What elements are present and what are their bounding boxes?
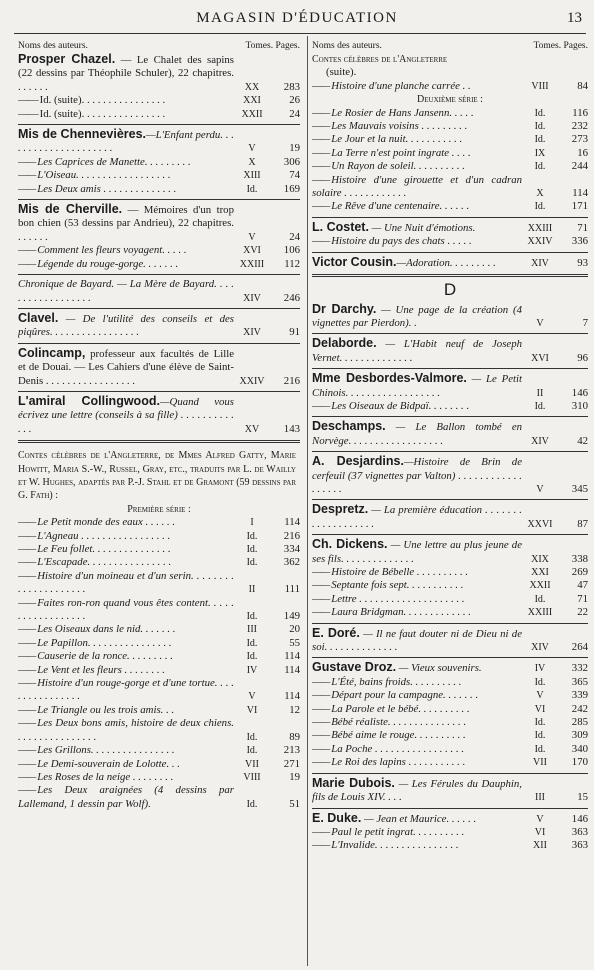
page: 170: [571, 756, 588, 769]
list-item: [312, 133, 588, 146]
page: 15: [577, 791, 588, 804]
entry-text: —— Les Deux araignées (4 dessins par Lallemand, 1 dessin par Wolf).: [18, 784, 234, 811]
tome: I: [250, 517, 254, 529]
author-name: Dr Darchy.: [312, 301, 377, 316]
page: 114: [284, 663, 300, 676]
tome: V: [536, 483, 544, 495]
entry-text: — Une lettre au plus jeune de ses fils. . . . . . . . . . . . . .: [312, 539, 522, 565]
entry-text: —— Les Deux bons amis, histoire de deux chiens. . . . . . . . . . . . . . . .: [18, 717, 234, 744]
list-item: [18, 650, 300, 663]
tomes-pages-heading: Tomes. Pages.: [245, 41, 300, 51]
author-name: Deschamps.: [312, 419, 386, 434]
entry-text: —— Les Oiseaux de Bidpaï. . . . . . . .: [312, 400, 522, 413]
tome: Id.: [246, 651, 258, 663]
entry-contes: [18, 449, 300, 811]
right-column: [312, 40, 588, 968]
page: 146: [571, 812, 588, 825]
entry-text: —— Histoire de Bébelle . . . . . . . . . .: [312, 566, 522, 579]
entry-text: —— Le Triangle ou les trois amis. . .: [18, 704, 234, 717]
page: 242: [571, 702, 588, 715]
entry-chazel: [18, 53, 300, 125]
list-item: [18, 543, 300, 556]
tome: VI: [246, 704, 258, 716]
page: 12: [289, 703, 300, 716]
list-item: [312, 743, 588, 756]
column-divider: [307, 36, 308, 966]
author-name: Mme Desbordes-Valmore.: [312, 371, 467, 386]
page: 273: [571, 133, 588, 146]
page: 169: [283, 182, 300, 195]
page: 114: [572, 187, 588, 200]
entry-text: —— Id. (suite). . . . . . . . . . . . . . . .: [18, 108, 234, 121]
entry-duke: [312, 812, 588, 853]
entry-text: — Le Ballon tombé en Norvège. . . . . . . . . . . . . . . . . .: [312, 421, 523, 447]
page: 232: [571, 120, 588, 133]
tome: XXII: [529, 580, 551, 592]
page: 114: [284, 690, 300, 703]
dickens-list: [312, 566, 588, 620]
page: 93: [577, 256, 588, 269]
tome: XXIII: [239, 258, 265, 270]
author-name: Delaborde.: [312, 336, 377, 351]
entry-text: —— Le Jour et la nuit. . . . . . . . . . .: [312, 133, 522, 146]
author-name: E. Duke.: [312, 810, 362, 825]
entry-text: — Mémoires d'un trop bon chien (53 dessins par Andrieu), 22 chapitres. . . . . . .: [18, 204, 234, 243]
tome: XXIII: [527, 607, 553, 619]
page: 42: [577, 434, 588, 447]
list-item: [18, 570, 300, 597]
authors-heading: Noms des auteurs.: [312, 41, 382, 51]
entry-text: —Histoire de Brin de cerfeuil (37 vignettes par Valton) . . . . . . . . . . . . . . . . . .: [312, 456, 522, 495]
list-item: [312, 174, 588, 201]
tome: XII: [533, 840, 547, 852]
page: 244: [571, 160, 588, 173]
entry-contes-suite: [312, 53, 588, 218]
entry-text: —— Laura Bridgman. . . . . . . . . . . . .: [312, 606, 522, 619]
page: 24: [289, 230, 300, 243]
entry-text: professeur aux facultés de Lille et de Douai. — Les Cahiers d'une élève de Saint-Denis . . . . . . . . . . . . . . . . .: [18, 347, 234, 387]
page: 365: [571, 675, 588, 688]
contes-list: [18, 516, 300, 811]
page: 363: [571, 839, 588, 852]
list-item: [312, 676, 588, 689]
tome: XIX: [531, 553, 549, 565]
author-name: L'amiral Collingwood.: [18, 393, 160, 408]
page: 47: [577, 579, 588, 592]
tome: Id.: [246, 530, 258, 542]
page: 309: [571, 729, 588, 742]
author-name: Clavel.: [18, 310, 59, 325]
entry-text: —Adoration. . . . . . . . .: [396, 256, 496, 269]
entry-text: — De l'utilité des conseils et des piqûres. . . . . . . . . . . . . . . . .: [18, 312, 235, 339]
page: 51: [289, 797, 300, 810]
tome: XVI: [243, 245, 261, 257]
list-item: [312, 579, 588, 592]
entry-text: —— Id. (suite). . . . . . . . . . . . . . . .: [18, 94, 234, 107]
list-item: [18, 744, 300, 757]
tome: Id.: [534, 730, 546, 742]
contes2-list: [312, 107, 588, 214]
page-number: 13: [567, 10, 582, 26]
tome: Id.: [246, 798, 258, 810]
author-name: Mis de Cherville.: [18, 202, 123, 217]
author-name: Colincamp,: [18, 345, 86, 360]
list-item: [18, 597, 300, 624]
tome: IV: [534, 663, 546, 675]
entry-text: —— La Terre n'est point ingrate . . . .: [312, 147, 522, 160]
page: 26: [289, 94, 300, 107]
tome: XXIV: [527, 236, 553, 248]
list-item: [18, 704, 300, 717]
entry-text: —— Comment les fleurs voyagent. . . . .: [18, 244, 234, 257]
entry-text: —— Le Vent et les fleurs . . . . . . . .: [18, 664, 234, 677]
page: 283: [283, 80, 300, 93]
page: 310: [571, 399, 588, 412]
entry-text: —— Un Rayon de soleil. . . . . . . . . .: [312, 160, 522, 173]
tome: V: [536, 317, 544, 329]
entry-clavel: [18, 312, 300, 344]
list-item: [18, 717, 300, 744]
page: 96: [577, 351, 588, 364]
entry-text: —— L'Oiseau. . . . . . . . . . . . . . . . . .: [18, 169, 234, 182]
author-name: Marie Dubois.: [312, 775, 395, 790]
tome: Id.: [534, 676, 546, 688]
entry-delaborde: [312, 337, 588, 369]
list-item: [312, 566, 588, 579]
entry-text: —— Bébé réaliste. . . . . . . . . . . . . . .: [312, 716, 522, 729]
entry-text: — L'Habit neuf de Joseph Vernet. . . . . . . . . . . . . .: [312, 338, 522, 364]
tome: XXI: [531, 567, 549, 578]
entry-text: — Vieux souvenirs.: [398, 662, 482, 675]
tome: XIV: [531, 642, 549, 654]
tome: Id.: [246, 183, 258, 195]
tome: III: [247, 624, 257, 636]
entry-despretz: [312, 503, 588, 535]
entry-text: —— Faites ron-ron quand vous êtes content. . . . . . . . . . . . . . . . . .: [18, 597, 234, 624]
entry-text: —— L'Agneau . . . . . . . . . . . . . . . . .: [18, 530, 234, 543]
page: 339: [571, 689, 588, 702]
list-item: [18, 758, 300, 771]
page: 213: [283, 744, 300, 757]
entry-chennevieres: [18, 128, 300, 200]
entry-text: —— Le Papillon. . . . . . . . . . . . . . . .: [18, 637, 234, 650]
entry-dubois: [312, 777, 588, 809]
entry-droz: [312, 661, 588, 773]
author-name: L. Costet.: [312, 219, 369, 234]
author-name: Despretz.: [312, 502, 369, 517]
entry-text: — Le Chalet des sapins (22 dessins par Théophile Schuler), 22 chapitres. . . . . . .: [18, 54, 234, 93]
entry-text: —L'Enfant perdu. . . . . . . . . . . . . . . . . . . . .: [18, 129, 234, 155]
tome: Id.: [246, 637, 258, 649]
tome: V: [536, 690, 544, 702]
tome: XIV: [243, 292, 261, 304]
entry-text: —— Le Rosier de Hans Jansenn. . . . .: [312, 107, 522, 120]
tome: XXIV: [239, 375, 265, 387]
page: 7: [582, 316, 588, 329]
tome: Id.: [534, 134, 546, 146]
page: 20: [289, 623, 300, 636]
tome: Id.: [534, 593, 546, 605]
page: 89: [289, 730, 300, 743]
tome: VII: [533, 757, 547, 769]
page: 114: [284, 650, 300, 663]
author-name: Prosper Chazel.: [18, 52, 116, 66]
entry-text: — Une Nuit d'émotions.: [371, 221, 476, 234]
entry-text: —— Le Demi-souverain de Lolotte. . .: [18, 758, 234, 771]
tome: XIII: [243, 170, 261, 182]
page: 84: [577, 79, 588, 92]
entry-deschamps: [312, 420, 588, 452]
tome: Id.: [534, 743, 546, 755]
author-name: Victor Cousin.: [312, 254, 397, 269]
page: 269: [571, 566, 588, 578]
list-item: [312, 147, 588, 160]
entry-desjardins: [312, 455, 588, 500]
page: 19: [289, 142, 300, 155]
tome: Id.: [246, 544, 258, 555]
page: 362: [283, 556, 300, 569]
entry-text: —— Histoire d'un rouge-gorge et d'une tortue. . . . . . . . . . . . . . . .: [18, 677, 234, 704]
tome: XXVI: [527, 518, 553, 530]
entry-text: — La première éducation . . . . . . . . . . . . . . . . . . .: [312, 504, 523, 530]
tome: Id.: [534, 717, 546, 729]
tome: XXI: [243, 95, 261, 107]
entry-text: —— La Poche . . . . . . . . . . . . . . . . .: [312, 743, 522, 756]
entry-dickens: [312, 538, 588, 623]
entry-text: —— Lettre . . . . . . . . . . . . . . . . . . . .: [312, 593, 522, 606]
entry-text: —— Les Mauvais voisins . . . . . . . . .: [312, 120, 522, 133]
tome: X: [536, 188, 544, 200]
entry-text: —Quand vous écrivez une lettre (conseils à sa fille) . . . . . . . . . . . . .: [18, 395, 234, 435]
entry-text: —— Histoire d'un moineau et d'un serin. . . . . . . . . . . . . . . . . . . . .: [18, 570, 234, 597]
list-item: [312, 160, 588, 173]
page: 114: [284, 516, 300, 529]
entry-text: —— L'Invalide. . . . . . . . . . . . . . . .: [312, 839, 522, 852]
tome: VIII: [243, 771, 261, 783]
entry-text: —— Paul le petit ingrat. . . . . . . . . .: [312, 826, 522, 839]
entry-text: —— Histoire d'une girouette et d'un cadran solaire . . . . . . . . . . . .: [312, 174, 522, 201]
tome: VIII: [531, 80, 549, 92]
tome: VII: [245, 758, 259, 770]
entry-text: — Les Férules du Dauphin, fils de Louis XIV. . . .: [312, 777, 522, 804]
entry-text: — Il ne faut douter ni de Dieu ni de soi. . . . . . . . . . . . . .: [312, 627, 522, 654]
author-name: E. Doré.: [312, 625, 360, 640]
entry-text: —— Causerie de la ronce. . . . . . . . .: [18, 650, 234, 663]
page: 306: [283, 155, 300, 168]
entry-text: — Jean et Maurice. . . . . .: [364, 812, 477, 825]
page: 143: [283, 422, 300, 435]
entry-desbordes: [312, 372, 588, 417]
magazine-title: MAGASIN D'ÉDUCATION: [196, 10, 398, 26]
droz-list: [312, 676, 588, 770]
entry-text: — Le Petit Chinois. . . . . . . . . . . . . . . . . .: [312, 373, 522, 399]
list-item: [312, 689, 588, 702]
tomes-pages-heading: Tomes. Pages.: [533, 41, 588, 51]
page: 338: [571, 552, 588, 565]
list-item: [18, 530, 300, 543]
entry-text: —— Départ pour la campagne. . . . . . .: [312, 689, 522, 702]
author-name: Mis de Chennevières.: [18, 127, 147, 142]
tome: Id.: [534, 107, 546, 119]
tome: Id.: [534, 161, 546, 173]
page: 112: [284, 257, 300, 270]
entry-text: —— La Parole et le bébé. . . . . . . . . .: [312, 703, 522, 716]
author-name: Ch. Dickens.: [312, 537, 388, 552]
tome: II: [536, 387, 544, 399]
entry-text: —— Les Deux amis . . . . . . . . . . . . . .: [18, 183, 234, 196]
page: 171: [571, 200, 588, 213]
tome: Id.: [534, 400, 546, 412]
entry-costet: [312, 221, 588, 253]
author-name: A. Desjardins.: [312, 454, 404, 469]
entry-text: —— Les Roses de la neige . . . . . . . .: [18, 771, 234, 784]
page: 340: [571, 742, 588, 755]
column-heading: [312, 40, 588, 53]
page: 87: [577, 517, 588, 530]
tome: V: [248, 691, 256, 703]
tome: Id.: [534, 201, 546, 213]
list-item: [18, 516, 300, 529]
entry-collingwood: [18, 395, 300, 443]
page: 22: [577, 606, 588, 619]
entry-text: Chronique de Bayard. — La Mère de Bayard. . . . . . . . . . . . . . . . . .: [18, 278, 234, 304]
tome: II: [248, 584, 256, 596]
entry-text: —— L'Été, bains froids. . . . . . . . . .: [312, 676, 522, 689]
tome: XIV: [531, 257, 549, 269]
left-column: [18, 40, 300, 968]
entry-text: —— L'Escapade. . . . . . . . . . . . . . . .: [18, 556, 234, 569]
list-item: [312, 729, 588, 742]
tome: Id.: [534, 121, 546, 133]
page: 19: [289, 770, 300, 783]
entry-text: —— Les Oiseaux dans le nid. . . . . . .: [18, 623, 234, 636]
page: 55: [289, 636, 300, 649]
tome: IX: [534, 147, 546, 159]
entry-darchy: [312, 303, 588, 335]
section-letter: D: [443, 280, 457, 300]
entry-text: —— Les Caprices de Manette. . . . . . . . .: [18, 156, 234, 169]
entry-dore: [312, 627, 588, 659]
tome: V: [248, 231, 256, 243]
entry-text: —— Légende du rouge-gorge. . . . . . .: [18, 258, 234, 271]
serie-heading: Deuxième série :: [417, 94, 483, 106]
entry-chronique: [18, 278, 300, 309]
page: 116: [572, 106, 588, 119]
tome: XV: [244, 423, 260, 435]
page: 111: [284, 583, 300, 596]
entry-text: —— Le Rêve d'une centenaire. . . . . .: [312, 200, 522, 213]
tome: XXII: [241, 108, 263, 120]
entry-cherville: [18, 203, 300, 275]
header-rule: [14, 33, 586, 34]
page: 216: [283, 374, 300, 387]
list-item: [18, 677, 300, 704]
page: 363: [571, 825, 588, 838]
entry-text: —— Le Roi des lapins . . . . . . . . . . .: [312, 756, 522, 769]
tome: V: [248, 143, 256, 155]
entry-text: —— Histoire du pays des chats . . . . .: [312, 235, 522, 248]
list-item: [18, 771, 300, 784]
entry-text: —— Les Grillons. . . . . . . . . . . . . . . .: [18, 744, 234, 757]
list-item: [18, 664, 300, 677]
page: 74: [289, 169, 300, 182]
list-item: [18, 556, 300, 569]
entry-cousin: [312, 256, 588, 277]
contes-intro: Contes célèbres de l'Angleterre, de Mmes Alfred Gatty, Marie Howitt, Maria S.-W., Russel, Gray, etc., traduits par L. de Wailly et W. Hughes, adaptés par P.-J. Stahl et de Gramont (59 dessins par G. Fath) :: [18, 450, 296, 502]
page: 246: [283, 291, 300, 304]
tome: Id.: [246, 731, 258, 743]
page: 285: [571, 716, 588, 729]
page: 332: [571, 662, 588, 675]
tome: XXIII: [527, 222, 553, 234]
list-item: [312, 120, 588, 133]
list-item: [312, 716, 588, 729]
tome: IV: [246, 664, 258, 676]
page: 71: [577, 221, 588, 234]
entry-colincamp: [18, 347, 300, 392]
tome: V: [536, 813, 544, 825]
page: 71: [577, 592, 588, 605]
list-item: [18, 623, 300, 636]
entry-text: —— Bébé aime le rouge. . . . . . . . . .: [312, 729, 522, 742]
page: 146: [571, 386, 588, 399]
page: 271: [283, 757, 300, 770]
list-item: [18, 784, 300, 811]
entry-text: —— Septante fois sept. . . . . . . . . . .: [312, 579, 522, 592]
page: 345: [571, 482, 588, 495]
list-item: [312, 606, 588, 619]
page: 24: [289, 107, 300, 120]
author-name: Gustave Droz.: [312, 660, 397, 675]
tome: Id.: [246, 611, 258, 623]
tome: XIV: [243, 327, 261, 339]
page: 336: [571, 235, 588, 248]
page-header: [0, 10, 594, 32]
contes-suite: (suite).: [326, 66, 357, 79]
page: 216: [283, 529, 300, 542]
tome: VI: [534, 703, 546, 715]
page: 91: [289, 326, 300, 339]
tome: XX: [244, 81, 260, 93]
entry-text: —— Le Petit monde des eaux . . . . . .: [18, 516, 234, 529]
page: 264: [571, 641, 588, 654]
authors-heading: Noms des auteurs.: [18, 41, 88, 51]
list-item: [312, 593, 588, 606]
page: 106: [283, 244, 300, 257]
contes-title: Contes célèbres de l'Angleterre: [312, 54, 448, 65]
tome: XVI: [531, 352, 549, 364]
entry-text: —— Le Feu follet. . . . . . . . . . . . . . .: [18, 543, 234, 556]
tome: VI: [534, 826, 546, 838]
list-item: [312, 107, 588, 120]
tome: Id.: [246, 557, 258, 569]
tome: X: [248, 156, 256, 168]
list-item: [312, 756, 588, 769]
page: 149: [283, 610, 300, 623]
list-item: [18, 637, 300, 650]
tome: Id.: [246, 745, 258, 757]
list-item: [312, 703, 588, 716]
serie-heading: Première série :: [127, 503, 191, 515]
page: 334: [283, 543, 300, 555]
page: 16: [577, 146, 588, 159]
entry-text: —— Histoire d'une planche carrée . .: [312, 80, 522, 93]
tome: III: [535, 792, 545, 804]
list-item: [312, 200, 588, 213]
entry-text: — Une page de la création (4 vignettes par Pierdon). .: [312, 303, 522, 329]
tome: XIV: [531, 435, 549, 447]
